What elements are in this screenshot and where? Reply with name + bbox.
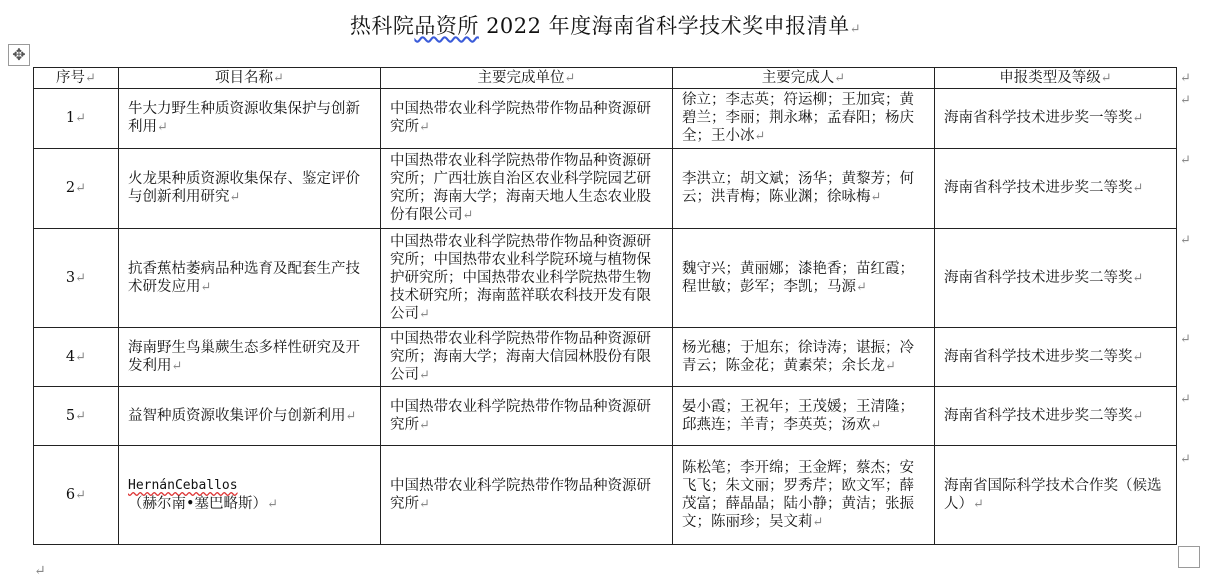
row-end-mark-icon: ↵ [1180,233,1191,248]
cell-type[interactable]: 海南省科学技术进步奖一等奖↵ [935,89,1177,149]
header-units: 主要完成单位↵ [381,68,673,89]
table-row [34,446,1177,545]
cell-type[interactable]: 海南省国际科学技术合作奖（候选人）↵ [935,446,1177,545]
cell-index[interactable]: 6↵ [34,446,119,545]
header-index: 序号↵ [34,68,119,89]
title-spellcheck-word: 品资所 [414,14,479,38]
cell-index[interactable]: 1↵ [34,89,119,149]
paragraph-mark-icon: ↵ [849,22,862,37]
cell-units[interactable]: 中国热带农业科学院热带作物品种资源研究所；中国热带农业科学院环境与植物保护研究所；中国热带农业科学院热带生物技术研究所；海南蓝祥联农科技开发有限公司↵ [381,229,673,328]
cell-index[interactable]: 2↵ [34,149,119,229]
cell-units[interactable]: 中国热带农业科学院热带作物品种资源研究所↵ [381,89,673,149]
table-row [34,149,1177,229]
cell-type[interactable]: 海南省科学技术进步奖二等奖↵ [935,149,1177,229]
header-people: 主要完成人↵ [673,68,935,89]
table-row [34,89,1177,149]
project-latin-name: HernánCeballos [128,478,238,493]
cell-project[interactable]: 益智种质资源收集评价与创新利用↵ [119,387,381,446]
cell-units[interactable]: 中国热带农业科学院热带作物品种资源研究所；广西壮族自治区农业科学院园艺研究所；海南大学；海南天地人生态农业股份有限公司↵ [381,149,673,229]
cell-people[interactable]: 杨光穗；于旭东；徐诗涛；谌振；冷青云；陈金花；黄素荣；余长龙↵ [673,328,935,387]
table-move-handle-icon[interactable]: ✥ [8,44,30,66]
title-prefix: 热科院 [349,14,415,38]
cell-index[interactable]: 5↵ [34,387,119,446]
cell-people[interactable]: 魏守兴；黄丽娜；漆艳香；苗红霞；程世敏；彭军；李凯；马源↵ [673,229,935,328]
table-row [34,328,1177,387]
cell-project[interactable]: HernánCeballos（赫尔南•塞巴略斯）↵ [119,446,381,545]
cell-type[interactable]: 海南省科学技术进步奖二等奖↵ [935,229,1177,328]
cell-units[interactable]: 中国热带农业科学院热带作物品种资源研究所；海南大学；海南大信园林股份有限公司↵ [381,328,673,387]
cell-project[interactable]: 火龙果种质资源收集保存、鉴定评价与创新利用研究↵ [119,149,381,229]
row-end-mark-icon: ↵ [1180,452,1191,467]
header-project: 项目名称↵ [119,68,381,89]
row-end-mark-icon: ↵ [1180,153,1191,168]
cell-units[interactable]: 中国热带农业科学院热带作物品种资源研究所↵ [381,387,673,446]
cell-people[interactable]: 晏小霞；王祝年；王茂媛；王清隆；邱燕连；羊青；李英英；汤欢↵ [673,387,935,446]
table-row [34,387,1177,446]
row-end-mark-icon: ↵ [1180,332,1191,347]
cell-index[interactable]: 3↵ [34,229,119,328]
cell-project[interactable]: 牛大力野生种质资源收集保护与创新利用↵ [119,89,381,149]
paragraph-mark-icon: ↵ [34,563,46,579]
cell-units[interactable]: 中国热带农业科学院热带作物品种资源研究所↵ [381,446,673,545]
cell-people[interactable]: 李洪立；胡文斌；汤华；黄黎芳；何云；洪青梅；陈业渊；徐咏梅↵ [673,149,935,229]
table-row [34,229,1177,328]
title-rest: 2022 年度海南省科学技术奖申报清单 [478,14,850,38]
cell-index[interactable]: 4↵ [34,328,119,387]
cell-people[interactable]: 陈松笔；李开绵；王金辉；蔡杰；安飞飞；朱文丽；罗秀芹；欧文军；薛茂富；薛晶晶；陆小静；黄洁；张振文；陈丽珍；吴文莉↵ [673,446,935,545]
document-title [0,10,1211,40]
table-header-row [34,68,1177,89]
cell-type[interactable]: 海南省科学技术进步奖二等奖↵ [935,387,1177,446]
header-type: 申报类型及等级↵ [935,68,1177,89]
row-end-mark-icon: ↵ [1180,93,1191,108]
row-end-mark-icon: ↵ [1180,71,1191,86]
award-table [33,67,1177,545]
cell-type[interactable]: 海南省科学技术进步奖二等奖↵ [935,328,1177,387]
table-resize-handle-icon[interactable] [1178,546,1200,568]
cell-people[interactable]: 徐立；李志英；符运柳；王加宾；黄碧兰；李丽；荆永琳；孟春阳；杨庆全；王小冰↵ [673,89,935,149]
cell-project[interactable]: 海南野生鸟巢蕨生态多样性研究及开发利用↵ [119,328,381,387]
cell-project[interactable]: 抗香蕉枯萎病品种选育及配套生产技术研发应用↵ [119,229,381,328]
row-end-mark-icon: ↵ [1180,392,1191,407]
